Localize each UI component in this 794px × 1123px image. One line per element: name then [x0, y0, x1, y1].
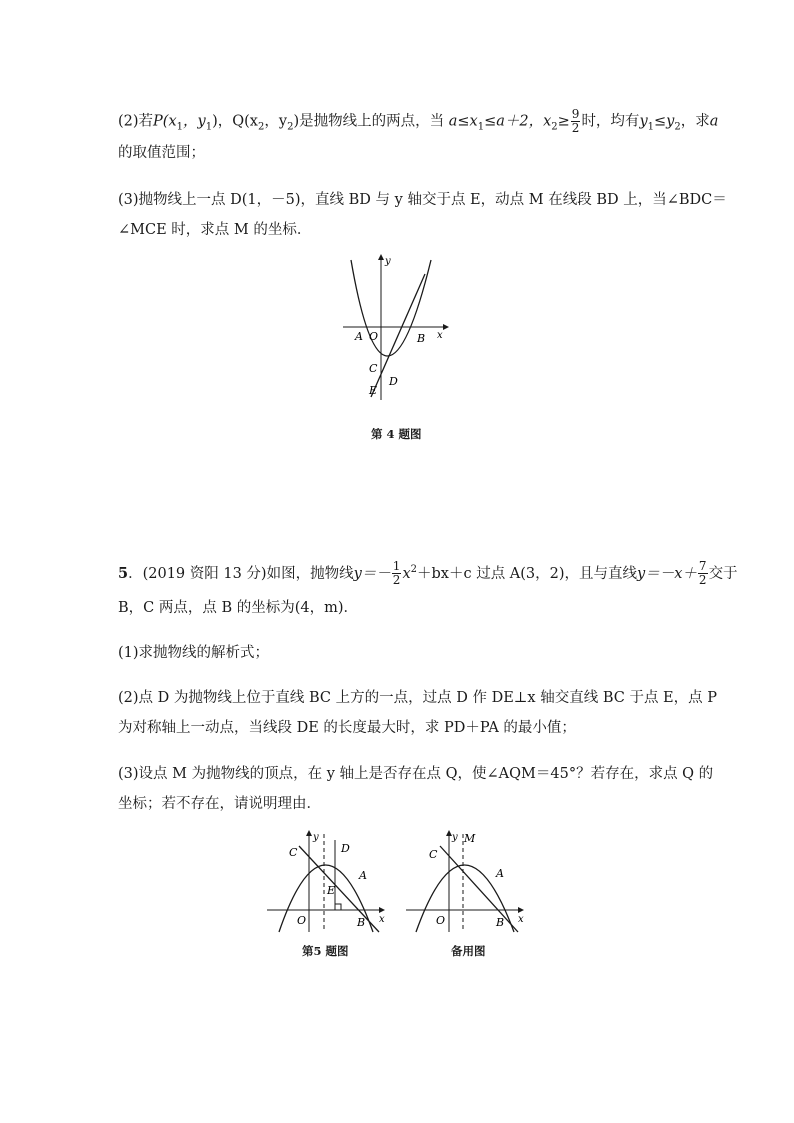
q4-part2-line2: 的取值范围；: [118, 145, 205, 161]
q5-f1-label-y: y: [313, 832, 319, 843]
q5-f2-label-c: C: [429, 848, 438, 861]
fraction-seven-halves: $\frac{7}{2}$: [698, 559, 707, 588]
q5-part1: (1)求抛物线的解析式；: [118, 645, 270, 661]
q5-figure1-caption: 第5 题图: [302, 944, 349, 958]
q5-figure2: [404, 828, 529, 938]
q4-label-c: C: [369, 362, 378, 375]
q5-part3-line1: (3)设点 M 为抛物线的顶点，在 y 轴上是否存在点 Q，使∠AQM＝45°？若存在，求点 Q 的: [118, 766, 714, 782]
q4-figure-caption: 第 4 题图: [371, 427, 422, 441]
q5-f2-label-x: x: [518, 914, 524, 925]
q5-f1-label-o: O: [297, 914, 307, 927]
q5-f2-label-b: B: [496, 916, 505, 929]
q5-line1: 5．(2019 资阳 13 分)如图，抛物线y＝－ $\frac{1}{2}$ $x^2+bx+c$ 过点 A(3，2)，且与直线y＝－x＋ $\frac{7}{2}$ 交于: [118, 559, 738, 588]
q5-line2: B，C 两点，点 B 的坐标为(4，m)．: [118, 600, 359, 616]
q4-label-a: A: [355, 330, 363, 343]
q5-f1-label-c: C: [289, 846, 298, 859]
q5-part2-line1: (2)点 D 为抛物线上位于直线 BC 上方的一点，过点 D 作 DE⊥x 轴交直线 BC 于点 E，点 P: [118, 690, 718, 706]
q4-label-y: y: [385, 256, 391, 267]
q5-f1-right-angle: [335, 904, 341, 910]
q5-f2-label-a: A: [496, 867, 504, 880]
q5-f1-label-a: A: [359, 869, 367, 882]
q4-label-e: E: [369, 384, 378, 397]
q4-label-o: O: [369, 330, 379, 343]
q5-f2-line-bc: [440, 846, 518, 932]
q5-part3-line2: 坐标；若不存在，请说明理由．: [118, 796, 321, 812]
q4-label-d: D: [389, 375, 398, 388]
fraction-one-half: $\frac{1}{2}$: [392, 559, 401, 588]
q5-f2-label-m: M: [464, 832, 476, 845]
q5-f1-label-e: E: [327, 884, 336, 897]
q5-figure2-caption: 备用图: [451, 944, 486, 958]
q4-label-x: x: [437, 330, 443, 341]
q5-f1-label-b: B: [357, 916, 366, 929]
q5-f1-line-bc: [299, 846, 379, 932]
q5-f2-label-y: y: [452, 832, 458, 843]
q5-part2-line2: 为对称轴上一动点，当线段 DE 的长度最大时，求 PD＋PA 的最小值；: [118, 720, 576, 736]
q5-f1-label-d: D: [341, 842, 350, 855]
q4-figure: [335, 252, 455, 402]
q4-part3-line2: ∠MCE 时，求点 M 的坐标．: [118, 222, 312, 238]
q5-figure1: [265, 828, 390, 938]
fraction-nine-halves: $\frac{9}{2}$: [571, 107, 580, 135]
q4-part2-line1: (2)若$P(x_1$，$y_1$)，$Q(x_2$，$y_2$)是抛物线上的两点，当 $a\le x_1\le a+2$，$x_2\ge$ $\frac{9}{2}$ 时，均有$y_1\le y_2$，求a: [118, 107, 719, 135]
q5-f2-label-o: O: [436, 914, 446, 927]
q5-f1-label-x: x: [379, 914, 385, 925]
q4-part3-line1: (3)抛物线上一点 D(1，－5)，直线 BD 与 y 轴交于点 E，动点 M 在线段 BD 上，当∠BDC＝: [118, 192, 727, 208]
q4-label-b: B: [417, 332, 426, 345]
